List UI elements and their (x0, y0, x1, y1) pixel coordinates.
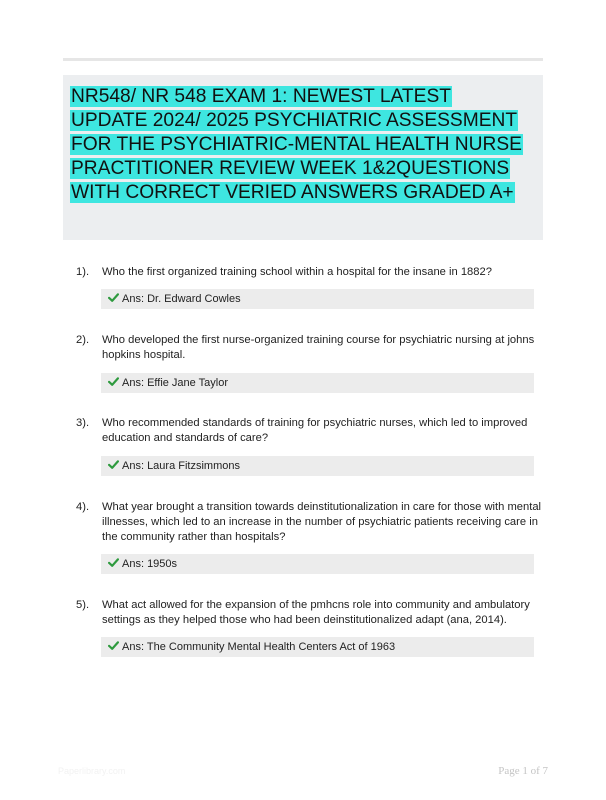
title-banner (63, 75, 543, 240)
answer-text: Ans: 1950s (122, 558, 178, 570)
document-title (70, 85, 529, 205)
answer-text: Ans: The Community Mental Health Centers Act of 1963 (122, 641, 396, 653)
answer-box-2 (101, 373, 534, 393)
checkmark-icon (108, 557, 119, 568)
question-number: 3). (76, 417, 90, 429)
answer-text: Ans: Effie Jane Taylor (122, 377, 228, 389)
question-text: What year brought a transition towards deinstitutionalization in care for those with mental illnesses, which led to an increase in the number of psychiatric patients receiving care in the community rather than hospitals? (102, 501, 542, 543)
question-number: 5). (76, 599, 90, 611)
checkmark-icon (108, 640, 119, 651)
answer-text: Ans: Laura Fitzsimmons (122, 460, 240, 472)
top-divider (63, 58, 543, 61)
question-text: Who recommended standards of training for psychiatric nurses, which led to improved education and standards of care? (102, 417, 528, 444)
answer-text: Ans: Dr. Edward Cowles (122, 293, 241, 305)
question-text: Who the first organized training school within a hospital for the insane in 1882? (102, 266, 492, 278)
document-title-highlight: NR548/ NR 548 EXAM 1: NEWEST LATEST UPDATE 2024/ 2025 PSYCHIATRIC ASSESSMENT FOR THE PSYCHIATRIC-MENTAL HEALTH NURSE PRACTITIONER REVIEW WEEK 1&2QUESTIONS WITH CORRECT VERIED ANSWERS GRADED A+ (71, 86, 522, 203)
checkmark-icon (108, 376, 119, 387)
checkmark-icon (108, 459, 119, 470)
question-text: Who developed the first nurse-organized training course for psychiatric nursing at johns hopkins hospital. (102, 334, 535, 361)
checkmark-icon (108, 292, 119, 303)
question-number: 4). (76, 501, 90, 513)
answer-box-5 (101, 637, 534, 657)
answer-box-1 (101, 289, 534, 309)
question-text: What act allowed for the expansion of the pmhcns role into community and ambulatory settings as they helped those who had been deinstitutionalized adapt (ana, 2014). (102, 599, 530, 626)
footer-watermark: Paperlibrary.com (58, 766, 126, 776)
question-number: 1). (76, 266, 90, 278)
answer-box-4 (101, 554, 534, 574)
page-number: Page 1 of 7 (498, 765, 548, 777)
answer-box-3 (101, 456, 534, 476)
question-number: 2). (76, 334, 90, 346)
